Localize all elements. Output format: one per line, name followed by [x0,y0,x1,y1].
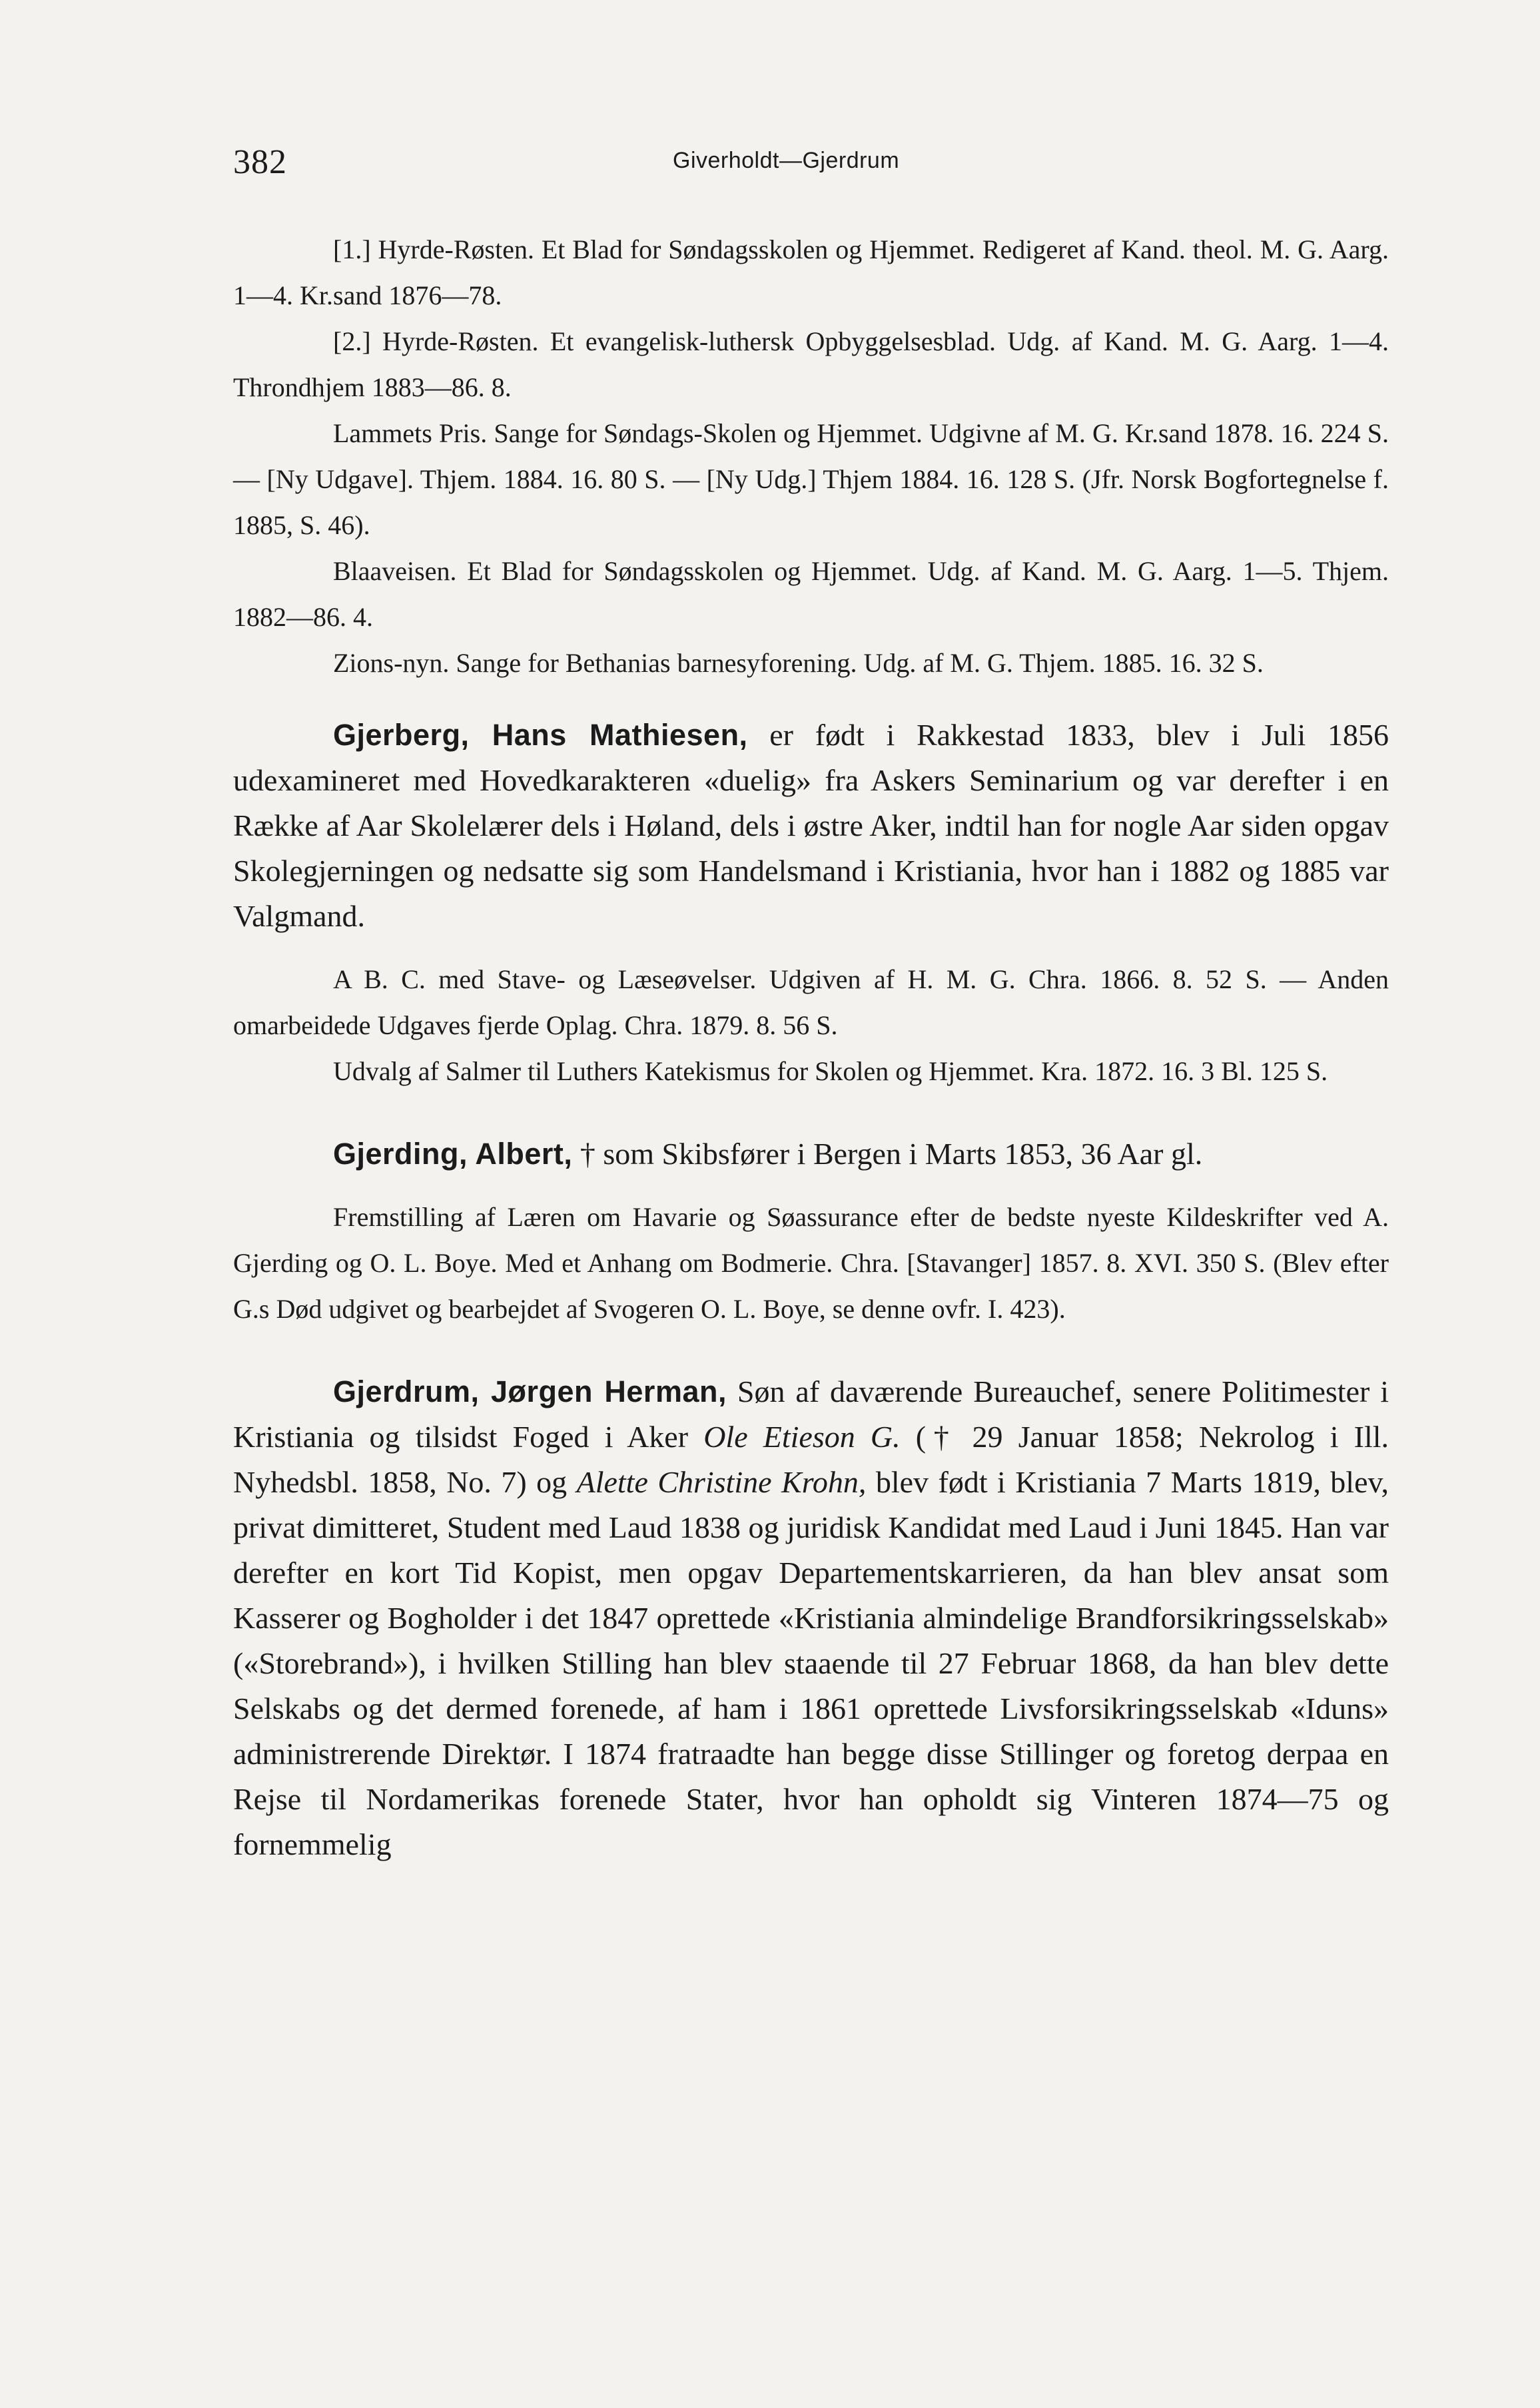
bibliography-item: Blaaveisen. Et Blad for Søndagsskolen og Hjemmet. Udg. af Kand. M. G. Aarg. 1—5. Thjem. 1882—86. 4. [233,556,1389,632]
entry-gjerdrum [233,1369,1389,1867]
entry-name: Gjerberg, Hans Mathiesen, [333,718,748,752]
bibliography-item: Udvalg af Salmer til Luthers Katekismus for Skolen og Hjemmet. Kra. 1872. 16. 3 Bl. 125 S. [333,1056,1328,1086]
entry-name: Gjerding, Albert, [333,1137,573,1171]
page-number: 382 [233,143,287,181]
running-head [233,133,1389,193]
entry-text [233,713,1389,939]
book-page [233,133,1389,1867]
entry-biography-part-c: blev født i Kristiania 7 Marts 1819, blev, privat dimitteret, Student med Laud 1838 og juridisk Kandidat med Laud i Juni 1845. Han var derefter en kort Tid Kopist, men opgav Departementskarrieren, da han blev ansat som Kasserer og Bogholder i det 1847 oprettede «Kristiania almindelige Brandforsikringsselskab» («Storebrand»), i hvilken Stilling han blev staaende til 27 Februar 1868, da han blev dette Selskabs og det dermed forenede, af ham i 1861 oprettede Livsforsikringsselskab «Iduns» administrerende Direktør. I 1874 fratraadte han begge disse Stillinger og foretog derpaa en Rejse til Nordamerikas forenede Stater, hvor han opholdt sig Vinteren 1874—75 og fornemmelig [233,1465,1389,1861]
running-title: Giverholdt—Gjerdrum [673,148,900,173]
entry-biography: † som Skibsfører i Bergen i Marts 1853, 36 Aar gl. [579,1137,1203,1171]
bibliography-item: Lammets Pris. Sange for Søndags-Skolen og Hjemmet. Udgivne af M. G. Kr.sand 1878. 16. 224 S. — [Ny Udgave]. Thjem. 1884. 16. 80 S. — [Ny Udg.] Thjem 1884. 16. 128 S. (Jfr. Norsk Bogfortegnelse f. 1885, S. 46). [233,418,1389,540]
father-name: Ole Etieson G. [703,1420,901,1454]
entry-gjerding [233,1131,1389,1332]
bibliography-item: [2.] Hyrde-Røsten. Et evangelisk-luthersk Opbyggelsesblad. Udg. af Kand. M. G. Aarg. 1—4. Throndhjem 1883—86. 8. [233,326,1389,402]
entry-biography-part-a: Søn af daværende Bureauchef, senere Politimester i Kristiania og tilsidst Foged i Aker [233,1374,1389,1454]
entry-biography: er født i Rakkestad 1833, blev i Juli 1856 udexamineret med Hovedkarakteren «duelig» fra Askers Seminarium og var derefter i en Række af Aar Skolelærer dels i Høland, dels i østre Aker, indtil han for nogle Aar siden opgav Skolegjerningen og nedsatte sig som Handelsmand i Kristiania, hvor han i 1882 og 1885 var Valgmand. [233,718,1389,933]
bibliography-item: Zions-nyn. Sange for Bethanias barnesyforening. Udg. af M. G. Thjem. 1885. 16. 32 S. [333,648,1264,678]
entry-name: Gjerdrum, Jørgen Herman, [333,1374,727,1408]
entry-gjerberg [233,713,1389,1094]
bibliography-item: [1.] Hyrde-Røsten. Et Blad for Søndagsskolen og Hjemmet. Redigeret af Kand. theol. M. G. Aarg. 1—4. Kr.sand 1876—78. [233,234,1389,310]
bibliography-item: Fremstilling af Læren om Havarie og Søassurance efter de bedste nyeste Kildeskrifter ved A. Gjerding og O. L. Boye. Med et Anhang om Bodmerie. Chra. [Stavanger] 1857. 8. XVI. 350 S. (Blev efter G.s Død udgivet og bearbejdet af Svogeren O. L. Boye, se denne ovfr. I. 423). [233,1202,1389,1324]
entry-text [233,1131,1389,1177]
entry-text [233,1369,1389,1867]
giverholdt-bibliography [233,226,1389,686]
bibliography-item: A B. C. med Stave- og Læseøvelser. Udgiven af H. M. G. Chra. 1866. 8. 52 S. — Anden omarbeidede Udgaves fjerde Oplag. Chra. 1879. 8. 56 S. [233,964,1389,1040]
entry-biography-part-b: († 29 Januar 1858; Nekrolog i Ill. Nyhedsbl. 1858, No. 7) og [233,1420,1389,1499]
mother-name: Alette Christine Krohn, [576,1465,867,1499]
